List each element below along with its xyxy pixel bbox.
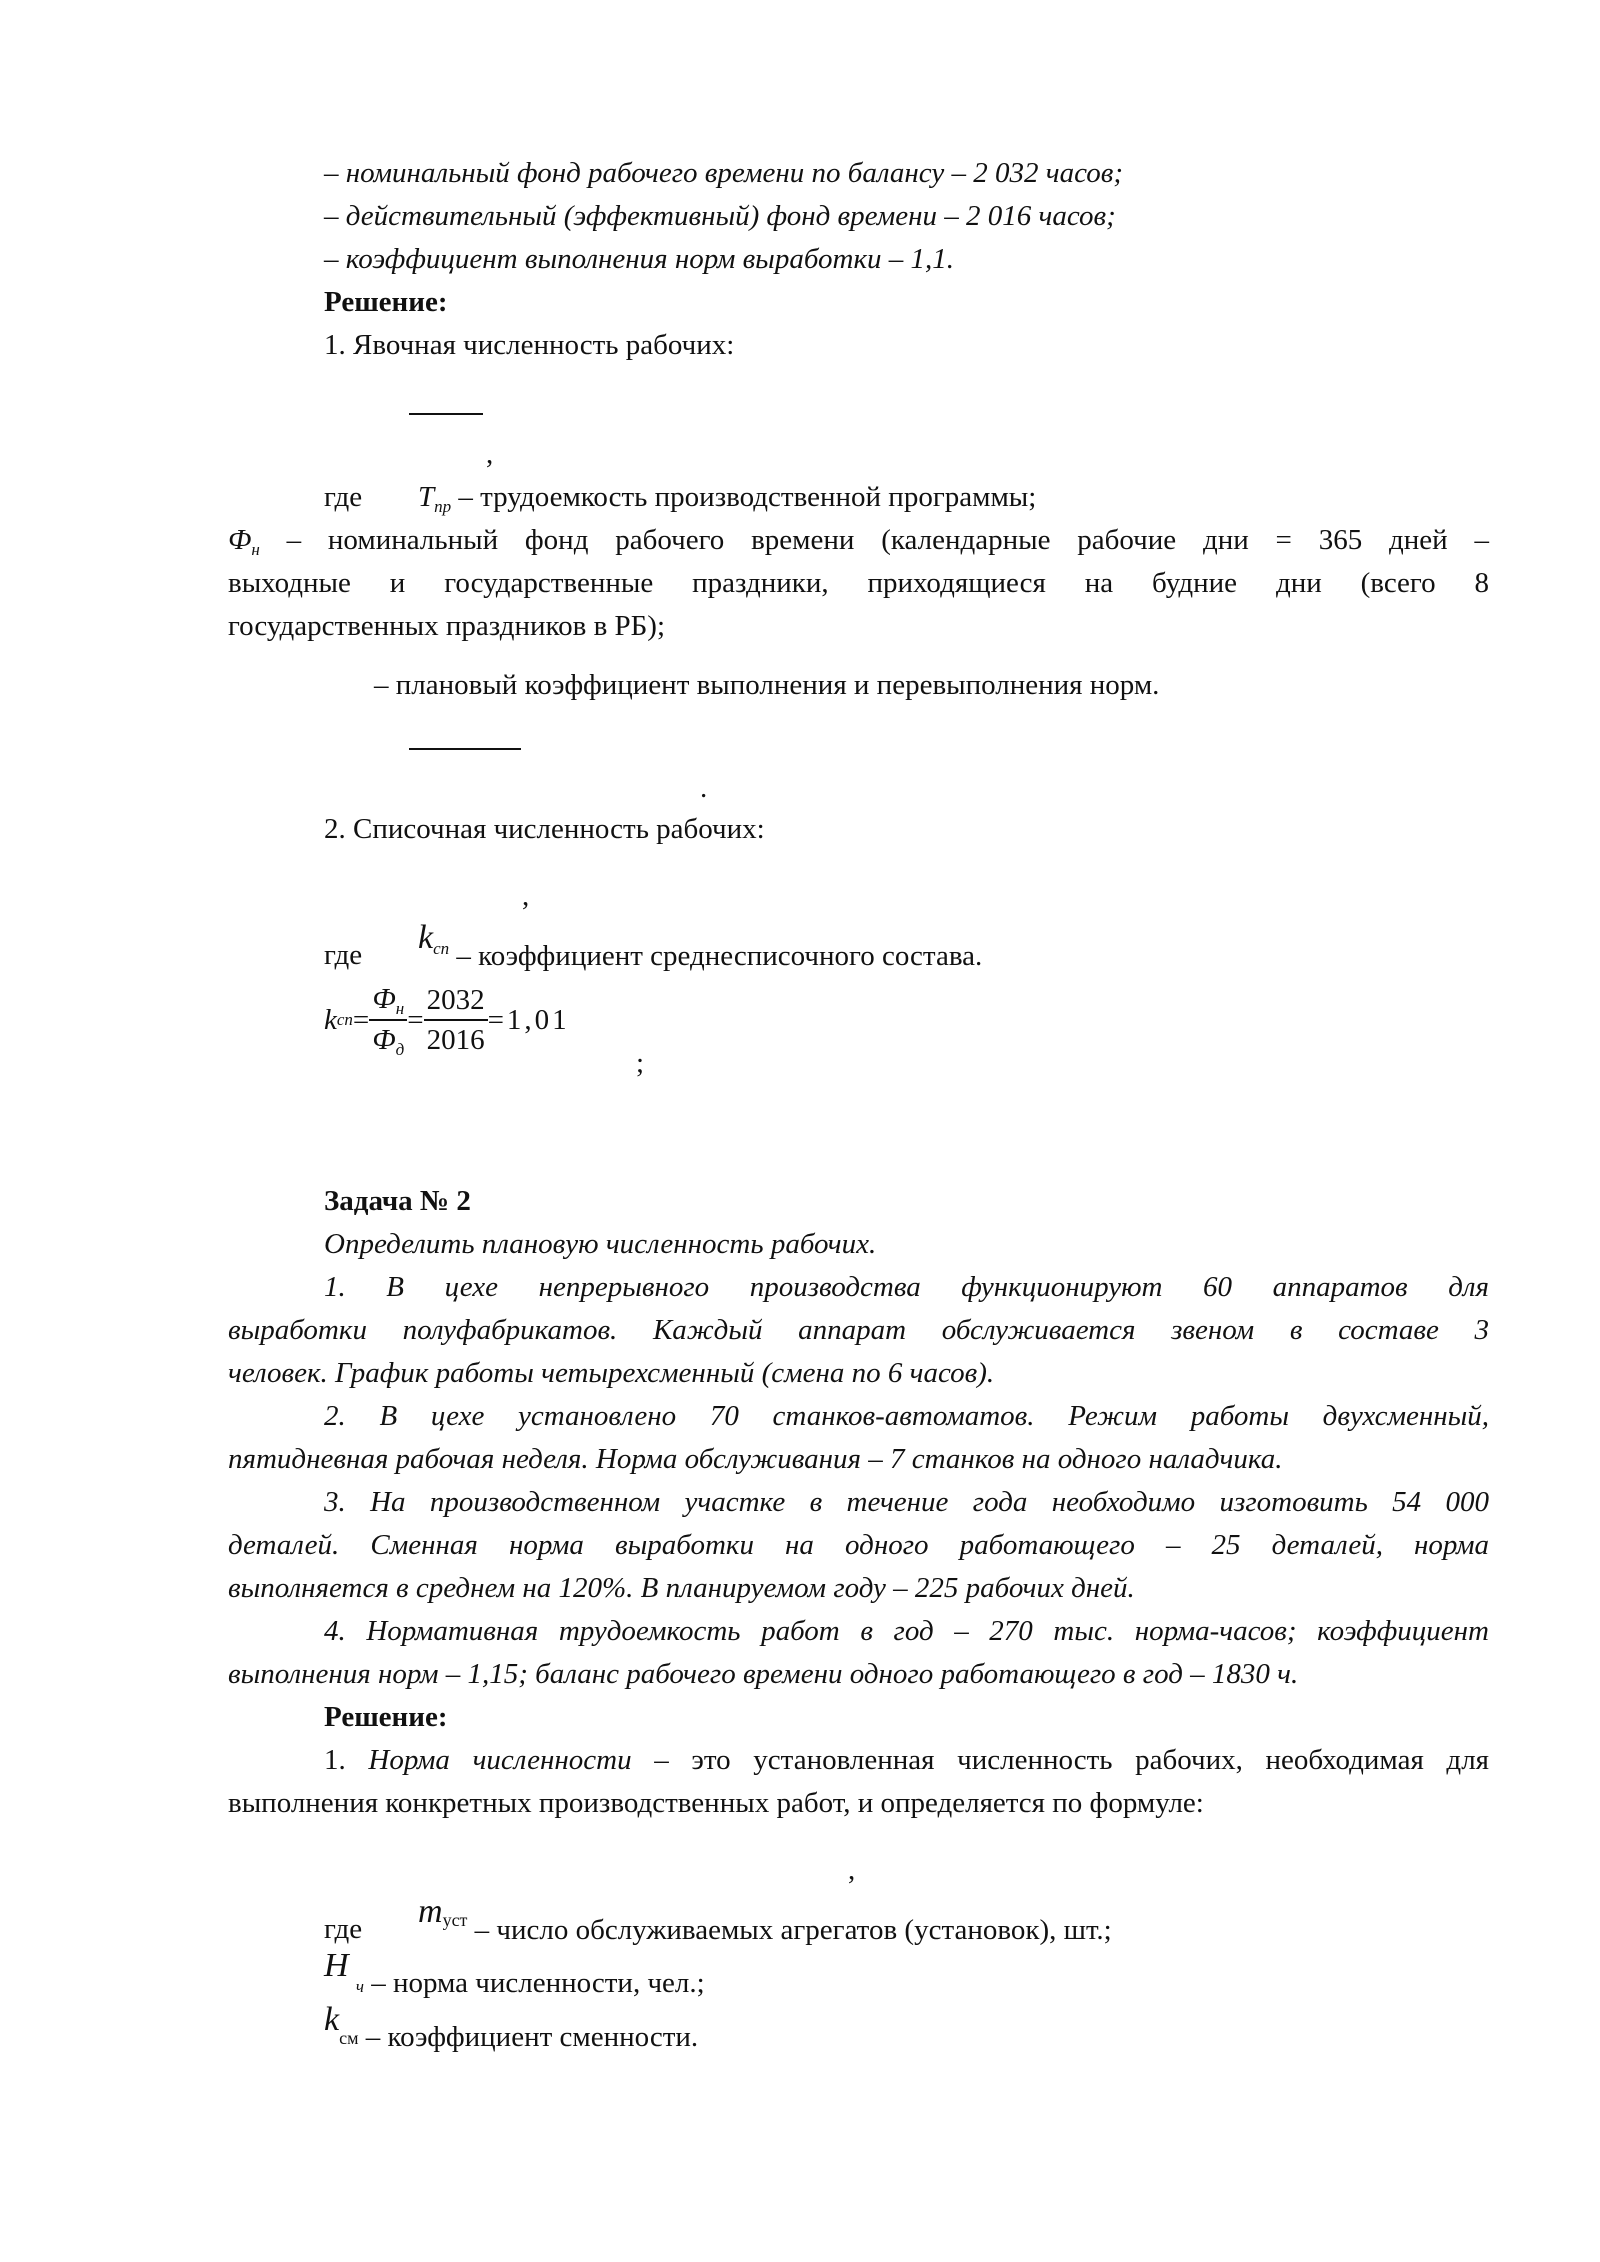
- task-2-title: Задача № 2: [324, 1185, 471, 1217]
- norm-definition-line-1: [324, 1742, 1489, 1778]
- task-2-item-4-line-2: выполнения норм – 1,15; баланс рабочего времени одного работающего в год – 1830 ч.: [228, 1658, 1299, 1690]
- task-2-item-3-line-2: деталей. Сменная норма выработки на одного работающего – 25 деталей, норма: [228, 1529, 1489, 1561]
- formula-comma-2: ,: [522, 880, 530, 912]
- f-definition-line-2: выходные и государственные праздники, приходящиеся на будние дни (всего 8: [228, 567, 1489, 599]
- h-definition: [324, 1947, 705, 2001]
- task-2-item-1-line-1: 1. В цехе непрерывного производства функционируют 60 аппаратов для: [324, 1271, 1489, 1303]
- task-2-item-3-line-3: выполняется в среднем на 120%. В планируемом году – 225 рабочих дней.: [228, 1572, 1135, 1604]
- h-subscript: ч: [355, 1977, 364, 1996]
- norm-num: 1.: [324, 1744, 346, 1776]
- m-definition: [418, 1893, 1112, 1946]
- task-2-item-1-line-2: выработки полуфабрикатов. Каждый аппарат обслуживается звеном в составе 3: [228, 1314, 1489, 1346]
- formula-placeholder-line-2: [409, 748, 521, 750]
- task-2-subtitle: Определить плановую численность рабочих.: [324, 1228, 877, 1260]
- h-symbol: Н: [324, 1947, 349, 1984]
- fraction-symbol-numerator: $Ф_н$: [369, 980, 407, 1021]
- ksp-symbol: k: [418, 919, 434, 956]
- formula-result: =1,01: [487, 1004, 570, 1036]
- formula-eq-2: =: [407, 1004, 424, 1036]
- task-2-item-1-line-3: человек. График работы четырехсменный (смена по 6 часов).: [228, 1357, 995, 1389]
- norm-term: Норма численности: [368, 1744, 632, 1776]
- f-definition-line-3: государственных праздников в РБ);: [228, 610, 666, 642]
- task-2-item-3-line-1: 3. На производственном участке в течение года необходимо изготовить 54 000: [324, 1486, 1489, 1518]
- where-label-1: [324, 479, 362, 515]
- ksp-definition: [418, 919, 983, 972]
- task-2-item-2-line-2: пятидневная рабочая неделя. Норма обслуживания – 7 станков на одного наладчика.: [228, 1443, 1283, 1475]
- intro-list-item-3: – коэффициент выполнения норм выработки – 1,1.: [324, 243, 955, 275]
- intro-list-item-1: – номинальный фонд рабочего времени по балансу – 2 032 часов;: [324, 157, 1124, 189]
- fraction-value-numerator: 2032: [424, 981, 488, 1021]
- task-2-item-2-line-1: 2. В цехе установлено 70 станков-автоматов. Режим работы двухсменный,: [324, 1400, 1489, 1432]
- where-label-3: где: [324, 1913, 363, 1945]
- h-description: – норма численности, чел.;: [371, 1967, 705, 1999]
- m-symbol: m: [418, 1893, 443, 1930]
- formula-fraction-values: [424, 981, 488, 1059]
- solution-heading-1: Решение:: [324, 286, 448, 318]
- t-description: – трудоемкость производственной программы;: [458, 481, 1037, 513]
- where-word: где: [324, 481, 363, 513]
- t-definition: [418, 479, 1036, 525]
- f-subscript: н: [251, 540, 260, 559]
- formula-lhs: k: [324, 1004, 337, 1036]
- k-plan-description: – плановый коэффициент выполнения и перевыполнения норм.: [374, 669, 1160, 701]
- solution-heading-2: Решение:: [324, 1701, 448, 1733]
- k-description: – коэффициент сменности.: [365, 2021, 699, 2053]
- f-description-1: – номинальный фонд рабочего времени (календарные рабочие дни = 365 дней –: [286, 524, 1489, 556]
- formula-period: .: [700, 772, 708, 804]
- t-subscript: пр: [434, 497, 452, 516]
- norm-rest: – это установленная численность рабочих, необходимая для: [654, 1744, 1490, 1776]
- formula-semicolon: ;: [636, 1047, 645, 1079]
- ksp-formula: [324, 980, 570, 1060]
- k-subscript: см: [339, 2028, 359, 2048]
- formula-placeholder-line-1: [409, 413, 483, 415]
- formula-comma-3: ,: [848, 1854, 856, 1886]
- ksp-description: – коэффициент среднесписочного состава.: [456, 940, 983, 972]
- m-description: – число обслуживаемых агрегатов (установок), шт.;: [474, 1914, 1112, 1946]
- t-symbol: T: [418, 481, 435, 513]
- where-label-2: где: [324, 939, 363, 971]
- formula-eq-1: =: [352, 1004, 370, 1036]
- m-subscript: уст: [442, 1910, 468, 1930]
- step-2-text: 2. Списочная численность рабочих:: [324, 813, 765, 845]
- formula-fraction-symbols: [369, 980, 407, 1060]
- k-symbol: k: [324, 2001, 340, 2038]
- intro-list-item-2: – действительный (эффективный) фонд времени – 2 016 часов;: [324, 200, 1116, 232]
- formula-lhs-sub: сп: [336, 1010, 353, 1029]
- task-2-item-4-line-1: 4. Нормативная трудоемкость работ в год – 270 тыс. норма-часов; коэффициент: [324, 1615, 1489, 1647]
- fraction-symbol-denominator: $Ф_д$: [372, 1024, 405, 1059]
- f-symbol: Ф: [228, 524, 252, 556]
- norm-definition-line-2: выполнения конкретных производственных работ, и определяется по формуле:: [228, 1787, 1204, 1819]
- step-1-text: 1. Явочная численность рабочих:: [324, 329, 735, 361]
- formula-comma-1: ,: [486, 438, 494, 470]
- f-definition-line-1: [228, 522, 1489, 568]
- k-definition: [324, 2001, 699, 2053]
- fraction-value-denominator: 2016: [426, 1024, 485, 1056]
- ksp-subscript: сп: [433, 939, 450, 958]
